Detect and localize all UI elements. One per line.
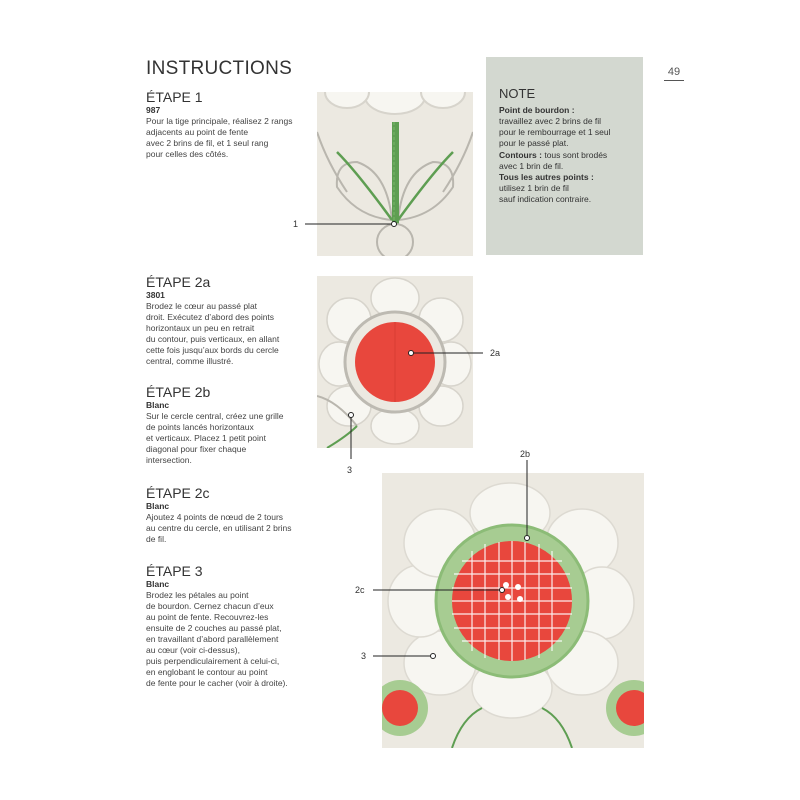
step-heading: ÉTAPE 2c <box>146 485 210 501</box>
step-heading: ÉTAPE 2a <box>146 274 211 290</box>
step-heading: ÉTAPE 3 <box>146 563 203 579</box>
note-term: Point de bourdon : <box>499 105 575 115</box>
note-desc: tous sont brodés avec 1 brin de fil. <box>499 150 608 171</box>
callout-label: 2b <box>520 449 531 459</box>
note-desc: travaillez avec 2 brins de fil pour le rembourrage et 1 seul pour le passé plat. <box>499 116 611 148</box>
step-text: Pour la tige principale, réalisez 2 rangs adjacents au point de fente avec 2 brins de fil, et 1 seul rang pour celles des côtés. <box>146 116 293 159</box>
page-number: 49 <box>664 66 684 81</box>
callout-label: 3 <box>347 465 353 475</box>
note-term: Contours : <box>499 150 542 160</box>
step-text: Brodez les pétales au point de bourdon. Cernez chacun d’eux au point de fente. Recouvrez-les ensuite de 2 couches au passé plat, en travaillant d’abord parallèlement au cœur (voir ci-dessus), puis perpendiculairement à celui-ci, en englobant le contour au point de fente pour le cacher (voir à droite). <box>146 590 288 688</box>
thread-code: Blanc <box>146 400 170 410</box>
thread-code: Blanc <box>146 579 170 589</box>
note-desc: utilisez 1 brin de fil sauf indication contraire. <box>499 183 592 204</box>
thread-code: Blanc <box>146 501 170 511</box>
step-text: Ajoutez 4 points de nœud de 2 tours au centre du cercle, en utilisant 2 brins de fil. <box>146 512 292 544</box>
step-text: Sur le cercle central, créez une grille de points lancés horizontaux et verticaux. Placez 1 petit point diagonal pour fixer chaque intersection. <box>146 411 284 465</box>
thread-code: 3801 <box>146 290 165 300</box>
step-heading: ÉTAPE 2b <box>146 384 211 400</box>
step-heading: ÉTAPE 1 <box>146 89 203 105</box>
callout-label: 3 <box>361 651 367 661</box>
callout-label: 2a <box>490 348 501 358</box>
callout-label: 1 <box>293 219 299 229</box>
page-title: INSTRUCTIONS <box>146 58 293 79</box>
step-text: Brodez le cœur au passé plat droit. Exécutez d’abord des points horizontaux un peu en retrait du contour, puis verticaux, en allant cette fois jusqu’aux bords du cercle central, comme illustré. <box>146 301 280 366</box>
note-title: NOTE <box>499 86 536 101</box>
note-term: Tous les autres points : <box>499 172 594 182</box>
callout-label: 2c <box>355 585 365 595</box>
thread-code: 987 <box>146 105 161 115</box>
